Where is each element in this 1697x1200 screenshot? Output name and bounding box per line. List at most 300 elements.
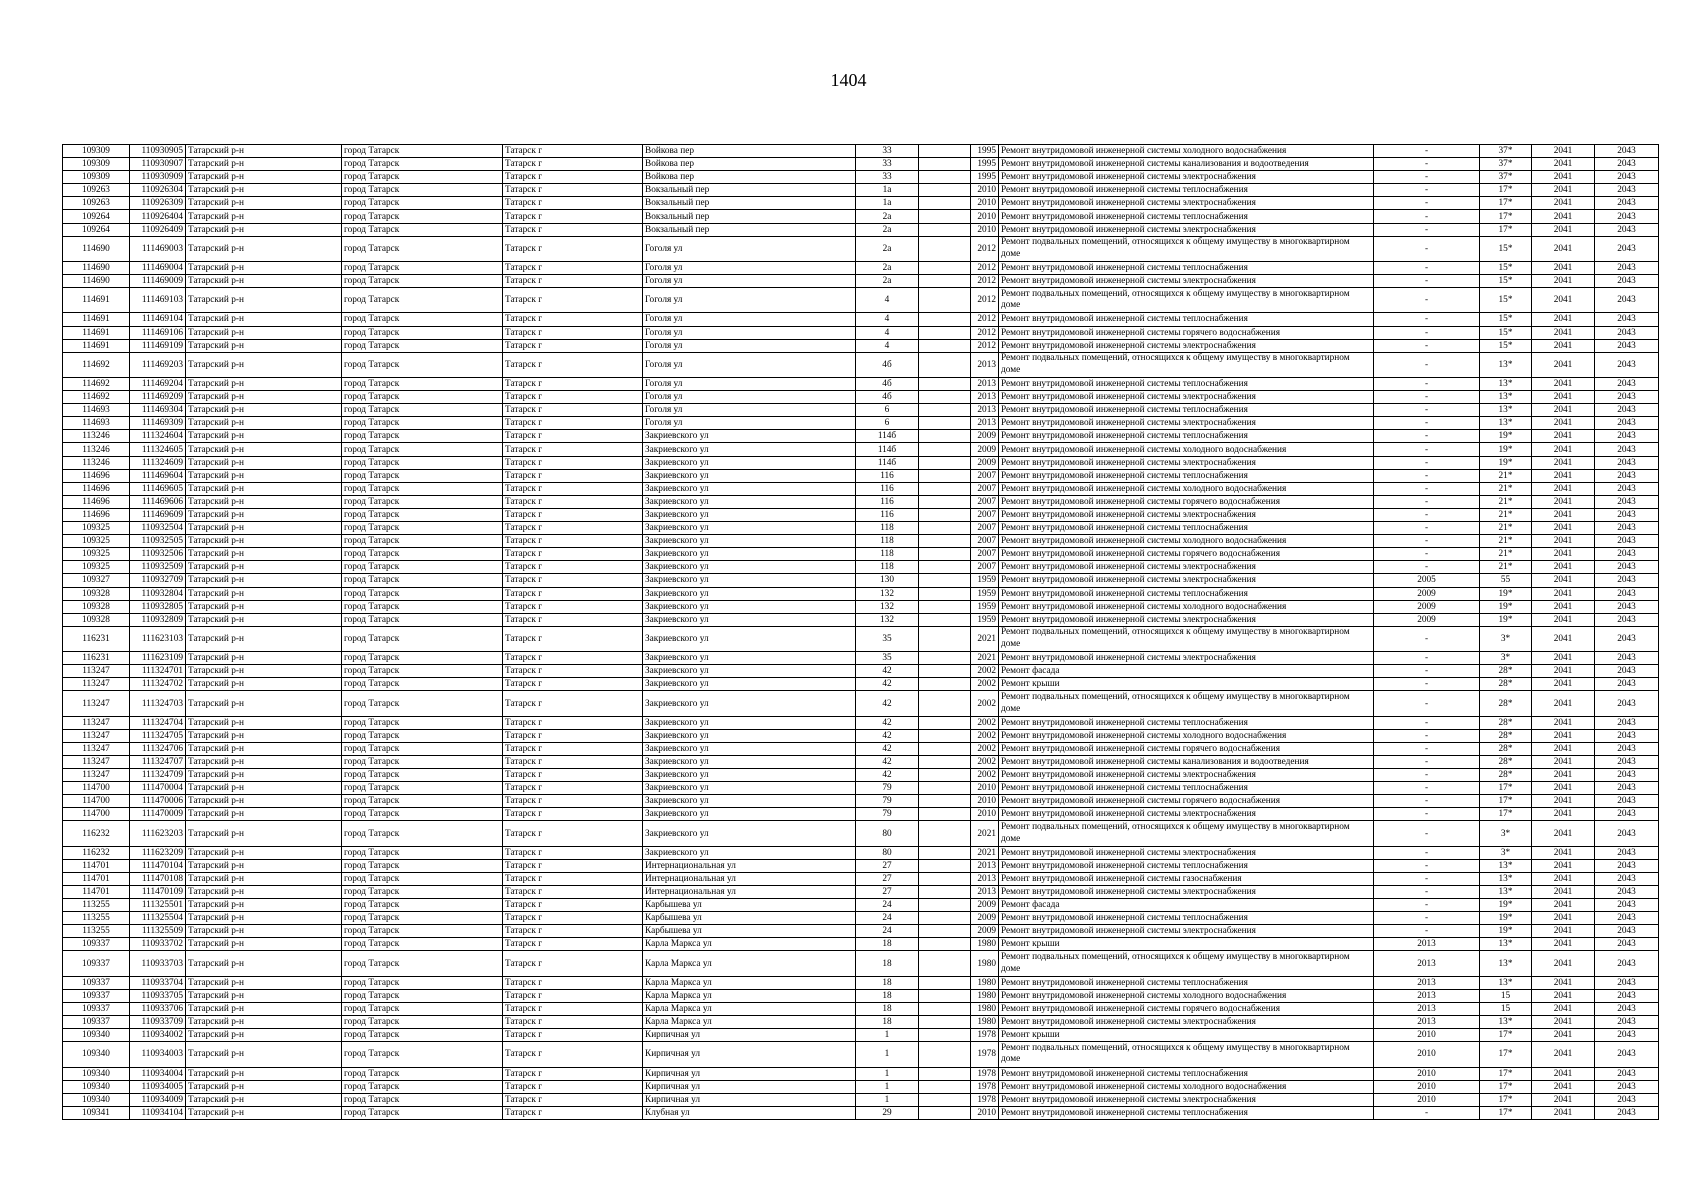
house-number-cell: 27 xyxy=(856,859,919,872)
house-id-cell: 109327 xyxy=(63,574,130,587)
street-cell: Закриевского ул xyxy=(643,430,856,443)
street-cell: Закриевского ул xyxy=(643,808,856,821)
year-built-cell: 2007 xyxy=(971,548,999,561)
table-row xyxy=(63,456,1659,469)
district-cell: Татарский р-н xyxy=(186,808,342,821)
last-repair-year-cell: 2013 xyxy=(1374,989,1480,1002)
locality-cell: Татарск г xyxy=(503,275,643,288)
year-built-cell: 2013 xyxy=(971,404,999,417)
work-type-cell: Ремонт внутридомовой инженерной системы электроснабжения xyxy=(999,574,1374,587)
house-number-cell: 18 xyxy=(856,976,919,989)
plan-end-year-cell: 2043 xyxy=(1595,404,1659,417)
table-row xyxy=(63,846,1659,859)
last-repair-year-cell: - xyxy=(1374,678,1480,691)
plan-start-year-cell: 2041 xyxy=(1532,313,1595,326)
year-built-cell: 1978 xyxy=(971,1029,999,1042)
plan-start-year-cell: 2041 xyxy=(1532,1080,1595,1093)
municipality-cell: город Татарск xyxy=(342,535,503,548)
house-id-cell: 109325 xyxy=(63,535,130,548)
table-row xyxy=(63,938,1659,951)
building-cell xyxy=(919,652,971,665)
wear-percent-cell: 19* xyxy=(1480,613,1532,626)
year-built-cell: 1978 xyxy=(971,1067,999,1080)
plan-start-year-cell: 2041 xyxy=(1532,171,1595,184)
wear-percent-cell: 13* xyxy=(1480,976,1532,989)
year-built-cell: 1980 xyxy=(971,938,999,951)
last-repair-year-cell: - xyxy=(1374,495,1480,508)
year-built-cell: 2021 xyxy=(971,821,999,846)
district-cell: Татарский р-н xyxy=(186,678,342,691)
building-cell xyxy=(919,821,971,846)
building-cell xyxy=(919,729,971,742)
plan-end-year-cell: 2043 xyxy=(1595,938,1659,951)
locality-cell: Татарск г xyxy=(503,886,643,899)
municipality-cell: город Татарск xyxy=(342,665,503,678)
year-built-cell: 2002 xyxy=(971,769,999,782)
plan-start-year-cell: 2041 xyxy=(1532,145,1595,158)
plan-start-year-cell: 2041 xyxy=(1532,288,1595,313)
year-built-cell: 2010 xyxy=(971,1106,999,1119)
table-row xyxy=(63,1093,1659,1106)
municipality-cell: город Татарск xyxy=(342,313,503,326)
wear-percent-cell: 21* xyxy=(1480,548,1532,561)
last-repair-year-cell: - xyxy=(1374,899,1480,912)
plan-end-year-cell: 2043 xyxy=(1595,989,1659,1002)
plan-end-year-cell: 2043 xyxy=(1595,769,1659,782)
building-cell xyxy=(919,1093,971,1106)
last-repair-year-cell: - xyxy=(1374,326,1480,339)
plan-end-year-cell: 2043 xyxy=(1595,223,1659,236)
year-built-cell: 2002 xyxy=(971,729,999,742)
building-cell xyxy=(919,899,971,912)
house-id-cell: 109340 xyxy=(63,1093,130,1106)
plan-end-year-cell: 2043 xyxy=(1595,951,1659,976)
wear-percent-cell: 13* xyxy=(1480,951,1532,976)
locality-cell: Татарск г xyxy=(503,326,643,339)
municipality-cell: город Татарск xyxy=(342,223,503,236)
plan-start-year-cell: 2041 xyxy=(1532,443,1595,456)
plan-start-year-cell: 2041 xyxy=(1532,535,1595,548)
district-cell: Татарский р-н xyxy=(186,469,342,482)
locality-cell: Татарск г xyxy=(503,976,643,989)
plan-start-year-cell: 2041 xyxy=(1532,210,1595,223)
plan-start-year-cell: 2041 xyxy=(1532,976,1595,989)
work-id-cell: 110932805 xyxy=(130,600,186,613)
locality-cell: Татарск г xyxy=(503,808,643,821)
house-id-cell: 109328 xyxy=(63,587,130,600)
district-cell: Татарский р-н xyxy=(186,951,342,976)
work-id-cell: 111325504 xyxy=(130,912,186,925)
year-built-cell: 2013 xyxy=(971,378,999,391)
last-repair-year-cell: - xyxy=(1374,808,1480,821)
building-cell xyxy=(919,275,971,288)
plan-end-year-cell: 2043 xyxy=(1595,808,1659,821)
work-id-cell: 110932504 xyxy=(130,522,186,535)
district-cell: Татарский р-н xyxy=(186,782,342,795)
work-type-cell: Ремонт внутридомовой инженерной системы теплоснабжения xyxy=(999,184,1374,197)
work-type-cell: Ремонт внутридомовой инженерной системы электроснабжения xyxy=(999,886,1374,899)
municipality-cell: город Татарск xyxy=(342,587,503,600)
district-cell: Татарский р-н xyxy=(186,275,342,288)
municipality-cell: город Татарск xyxy=(342,613,503,626)
plan-end-year-cell: 2043 xyxy=(1595,391,1659,404)
municipality-cell: город Татарск xyxy=(342,158,503,171)
last-repair-year-cell: - xyxy=(1374,561,1480,574)
plan-start-year-cell: 2041 xyxy=(1532,430,1595,443)
plan-end-year-cell: 2043 xyxy=(1595,755,1659,768)
plan-start-year-cell: 2041 xyxy=(1532,495,1595,508)
wear-percent-cell: 15* xyxy=(1480,313,1532,326)
house-number-cell: 33 xyxy=(856,171,919,184)
house-id-cell: 113247 xyxy=(63,691,130,716)
last-repair-year-cell: - xyxy=(1374,652,1480,665)
plan-start-year-cell: 2041 xyxy=(1532,626,1595,651)
street-cell: Кирпичная ул xyxy=(643,1080,856,1093)
plan-start-year-cell: 2041 xyxy=(1532,678,1595,691)
work-type-cell: Ремонт внутридомовой инженерной системы холодного водоснабжения xyxy=(999,443,1374,456)
table-row xyxy=(63,1106,1659,1119)
work-id-cell: 110932506 xyxy=(130,548,186,561)
municipality-cell: город Татарск xyxy=(342,846,503,859)
district-cell: Татарский р-н xyxy=(186,1016,342,1029)
plan-end-year-cell: 2043 xyxy=(1595,782,1659,795)
wear-percent-cell: 13* xyxy=(1480,886,1532,899)
house-id-cell: 113246 xyxy=(63,430,130,443)
district-cell: Татарский р-н xyxy=(186,600,342,613)
year-built-cell: 1995 xyxy=(971,171,999,184)
table-row xyxy=(63,326,1659,339)
wear-percent-cell: 19* xyxy=(1480,587,1532,600)
work-id-cell: 111469003 xyxy=(130,236,186,261)
year-built-cell: 2007 xyxy=(971,495,999,508)
plan-start-year-cell: 2041 xyxy=(1532,1106,1595,1119)
district-cell: Татарский р-н xyxy=(186,197,342,210)
plan-end-year-cell: 2043 xyxy=(1595,652,1659,665)
locality-cell: Татарск г xyxy=(503,288,643,313)
plan-end-year-cell: 2043 xyxy=(1595,912,1659,925)
wear-percent-cell: 17* xyxy=(1480,1080,1532,1093)
year-built-cell: 2002 xyxy=(971,716,999,729)
plan-end-year-cell: 2043 xyxy=(1595,1080,1659,1093)
plan-end-year-cell: 2043 xyxy=(1595,574,1659,587)
building-cell xyxy=(919,938,971,951)
building-cell xyxy=(919,236,971,261)
work-id-cell: 111324709 xyxy=(130,769,186,782)
street-cell: Закриевского ул xyxy=(643,678,856,691)
locality-cell: Татарск г xyxy=(503,535,643,548)
municipality-cell: город Татарск xyxy=(342,561,503,574)
work-id-cell: 111469609 xyxy=(130,508,186,521)
district-cell: Татарский р-н xyxy=(186,899,342,912)
building-cell xyxy=(919,443,971,456)
street-cell: Закриевского ул xyxy=(643,495,856,508)
wear-percent-cell: 3* xyxy=(1480,626,1532,651)
house-id-cell: 109328 xyxy=(63,613,130,626)
last-repair-year-cell: - xyxy=(1374,729,1480,742)
street-cell: Карла Маркса ул xyxy=(643,951,856,976)
house-id-cell: 113247 xyxy=(63,716,130,729)
plan-start-year-cell: 2041 xyxy=(1532,184,1595,197)
year-built-cell: 2021 xyxy=(971,626,999,651)
year-built-cell: 2012 xyxy=(971,288,999,313)
work-type-cell: Ремонт внутридомовой инженерной системы теплоснабжения xyxy=(999,587,1374,600)
plan-start-year-cell: 2041 xyxy=(1532,989,1595,1002)
last-repair-year-cell: - xyxy=(1374,742,1480,755)
year-built-cell: 2009 xyxy=(971,430,999,443)
house-number-cell: 2а xyxy=(856,236,919,261)
municipality-cell: город Татарск xyxy=(342,742,503,755)
house-id-cell: 116232 xyxy=(63,821,130,846)
district-cell: Татарский р-н xyxy=(186,755,342,768)
table-row xyxy=(63,976,1659,989)
table-row xyxy=(63,755,1659,768)
table-row xyxy=(63,236,1659,261)
plan-start-year-cell: 2041 xyxy=(1532,417,1595,430)
house-id-cell: 109337 xyxy=(63,989,130,1002)
year-built-cell: 2012 xyxy=(971,326,999,339)
last-repair-year-cell: - xyxy=(1374,535,1480,548)
plan-start-year-cell: 2041 xyxy=(1532,755,1595,768)
table-row xyxy=(63,1016,1659,1029)
work-id-cell: 111470004 xyxy=(130,782,186,795)
locality-cell: Татарск г xyxy=(503,899,643,912)
plan-end-year-cell: 2043 xyxy=(1595,482,1659,495)
wear-percent-cell: 17* xyxy=(1480,210,1532,223)
district-cell: Татарский р-н xyxy=(186,482,342,495)
building-cell xyxy=(919,456,971,469)
district-cell: Татарский р-н xyxy=(186,938,342,951)
work-id-cell: 110933709 xyxy=(130,1016,186,1029)
building-cell xyxy=(919,1016,971,1029)
year-built-cell: 2002 xyxy=(971,691,999,716)
work-id-cell: 110933706 xyxy=(130,1002,186,1015)
building-cell xyxy=(919,574,971,587)
plan-end-year-cell: 2043 xyxy=(1595,197,1659,210)
plan-end-year-cell: 2043 xyxy=(1595,210,1659,223)
house-number-cell: 4 xyxy=(856,326,919,339)
plan-end-year-cell: 2043 xyxy=(1595,456,1659,469)
work-type-cell: Ремонт внутридомовой инженерной системы теплоснабжения xyxy=(999,1067,1374,1080)
work-id-cell: 111470006 xyxy=(130,795,186,808)
municipality-cell: город Татарск xyxy=(342,378,503,391)
table-row xyxy=(63,742,1659,755)
house-id-cell: 114696 xyxy=(63,495,130,508)
house-number-cell: 33 xyxy=(856,145,919,158)
house-number-cell: 1 xyxy=(856,1042,919,1067)
locality-cell: Татарск г xyxy=(503,912,643,925)
table-row xyxy=(63,275,1659,288)
house-id-cell: 109263 xyxy=(63,197,130,210)
house-number-cell: 118 xyxy=(856,535,919,548)
district-cell: Татарский р-н xyxy=(186,859,342,872)
wear-percent-cell: 21* xyxy=(1480,561,1532,574)
locality-cell: Татарск г xyxy=(503,613,643,626)
municipality-cell: город Татарск xyxy=(342,769,503,782)
district-cell: Татарский р-н xyxy=(186,404,342,417)
wear-percent-cell: 13* xyxy=(1480,352,1532,377)
work-id-cell: 111469203 xyxy=(130,352,186,377)
house-number-cell: 1а xyxy=(856,184,919,197)
work-id-cell: 110932505 xyxy=(130,535,186,548)
work-id-cell: 111469209 xyxy=(130,391,186,404)
year-built-cell: 1959 xyxy=(971,574,999,587)
building-cell xyxy=(919,535,971,548)
street-cell: Гоголя ул xyxy=(643,313,856,326)
plan-end-year-cell: 2043 xyxy=(1595,145,1659,158)
last-repair-year-cell: 2010 xyxy=(1374,1080,1480,1093)
locality-cell: Татарск г xyxy=(503,443,643,456)
house-number-cell: 116 xyxy=(856,482,919,495)
wear-percent-cell: 21* xyxy=(1480,535,1532,548)
plan-end-year-cell: 2043 xyxy=(1595,846,1659,859)
work-id-cell: 111324605 xyxy=(130,443,186,456)
year-built-cell: 2007 xyxy=(971,522,999,535)
table-row xyxy=(63,1042,1659,1067)
table-row xyxy=(63,261,1659,274)
street-cell: Закриевского ул xyxy=(643,469,856,482)
plan-start-year-cell: 2041 xyxy=(1532,1016,1595,1029)
work-type-cell: Ремонт внутридомовой инженерной системы теплоснабжения xyxy=(999,404,1374,417)
work-id-cell: 110932804 xyxy=(130,587,186,600)
street-cell: Кирпичная ул xyxy=(643,1067,856,1080)
work-id-cell: 110932809 xyxy=(130,613,186,626)
building-cell xyxy=(919,171,971,184)
house-number-cell: 2а xyxy=(856,275,919,288)
district-cell: Татарский р-н xyxy=(186,1093,342,1106)
table-row xyxy=(63,1080,1659,1093)
year-built-cell: 2012 xyxy=(971,275,999,288)
locality-cell: Татарск г xyxy=(503,378,643,391)
plan-start-year-cell: 2041 xyxy=(1532,691,1595,716)
house-id-cell: 113246 xyxy=(63,456,130,469)
work-type-cell: Ремонт внутридомовой инженерной системы газоснабжения xyxy=(999,872,1374,885)
plan-start-year-cell: 2041 xyxy=(1532,482,1595,495)
work-id-cell: 111469103 xyxy=(130,288,186,313)
street-cell: Гоголя ул xyxy=(643,261,856,274)
last-repair-year-cell: - xyxy=(1374,846,1480,859)
plan-end-year-cell: 2043 xyxy=(1595,886,1659,899)
wear-percent-cell: 3* xyxy=(1480,652,1532,665)
work-type-cell: Ремонт фасада xyxy=(999,899,1374,912)
district-cell: Татарский р-н xyxy=(186,145,342,158)
wear-percent-cell: 55 xyxy=(1480,574,1532,587)
plan-end-year-cell: 2043 xyxy=(1595,275,1659,288)
locality-cell: Татарск г xyxy=(503,430,643,443)
table-row xyxy=(63,223,1659,236)
wear-percent-cell: 19* xyxy=(1480,925,1532,938)
table-row xyxy=(63,729,1659,742)
district-cell: Татарский р-н xyxy=(186,1042,342,1067)
municipality-cell: город Татарск xyxy=(342,976,503,989)
work-type-cell: Ремонт внутридомовой инженерной системы холодного водоснабжения xyxy=(999,145,1374,158)
street-cell: Карбышева ул xyxy=(643,925,856,938)
house-id-cell: 113247 xyxy=(63,769,130,782)
house-id-cell: 109340 xyxy=(63,1067,130,1080)
district-cell: Татарский р-н xyxy=(186,1080,342,1093)
last-repair-year-cell: - xyxy=(1374,184,1480,197)
house-number-cell: 118 xyxy=(856,522,919,535)
work-id-cell: 110926309 xyxy=(130,197,186,210)
last-repair-year-cell: - xyxy=(1374,275,1480,288)
locality-cell: Татарск г xyxy=(503,678,643,691)
street-cell: Закриевского ул xyxy=(643,482,856,495)
work-type-cell: Ремонт внутридомовой инженерной системы электроснабжения xyxy=(999,171,1374,184)
street-cell: Закриевского ул xyxy=(643,548,856,561)
work-type-cell: Ремонт внутридомовой инженерной системы электроснабжения xyxy=(999,613,1374,626)
locality-cell: Татарск г xyxy=(503,795,643,808)
work-id-cell: 111325509 xyxy=(130,925,186,938)
work-type-cell: Ремонт внутридомовой инженерной системы электроснабжения xyxy=(999,223,1374,236)
year-built-cell: 2012 xyxy=(971,339,999,352)
municipality-cell: город Татарск xyxy=(342,469,503,482)
district-cell: Татарский р-н xyxy=(186,846,342,859)
work-type-cell: Ремонт внутридомовой инженерной системы электроснабжения xyxy=(999,1093,1374,1106)
street-cell: Закриевского ул xyxy=(643,613,856,626)
year-built-cell: 1995 xyxy=(971,145,999,158)
district-cell: Татарский р-н xyxy=(186,574,342,587)
plan-start-year-cell: 2041 xyxy=(1532,1002,1595,1015)
plan-end-year-cell: 2043 xyxy=(1595,859,1659,872)
work-type-cell: Ремонт фасада xyxy=(999,665,1374,678)
district-cell: Татарский р-н xyxy=(186,729,342,742)
plan-end-year-cell: 2043 xyxy=(1595,339,1659,352)
work-type-cell: Ремонт подвальных помещений, относящихся к общему имуществу в многоквартирном доме xyxy=(999,626,1374,651)
plan-start-year-cell: 2041 xyxy=(1532,742,1595,755)
last-repair-year-cell: - xyxy=(1374,1106,1480,1119)
table-row xyxy=(63,886,1659,899)
table-row xyxy=(63,613,1659,626)
house-id-cell: 114692 xyxy=(63,378,130,391)
plan-start-year-cell: 2041 xyxy=(1532,261,1595,274)
municipality-cell: город Татарск xyxy=(342,339,503,352)
street-cell: Войкова пер xyxy=(643,158,856,171)
table-row xyxy=(63,587,1659,600)
municipality-cell: город Татарск xyxy=(342,652,503,665)
work-id-cell: 111470108 xyxy=(130,872,186,885)
house-id-cell: 113255 xyxy=(63,912,130,925)
plan-start-year-cell: 2041 xyxy=(1532,613,1595,626)
house-number-cell: 79 xyxy=(856,808,919,821)
street-cell: Интернациональная ул xyxy=(643,859,856,872)
building-cell xyxy=(919,352,971,377)
municipality-cell: город Татарск xyxy=(342,755,503,768)
table-row xyxy=(63,626,1659,651)
work-id-cell: 111469604 xyxy=(130,469,186,482)
work-id-cell: 111324706 xyxy=(130,742,186,755)
table-row xyxy=(63,535,1659,548)
wear-percent-cell: 37* xyxy=(1480,158,1532,171)
house-id-cell: 116231 xyxy=(63,626,130,651)
work-id-cell: 110926304 xyxy=(130,184,186,197)
last-repair-year-cell: - xyxy=(1374,469,1480,482)
plan-end-year-cell: 2043 xyxy=(1595,535,1659,548)
locality-cell: Татарск г xyxy=(503,548,643,561)
work-id-cell: 111469104 xyxy=(130,313,186,326)
work-type-cell: Ремонт внутридомовой инженерной системы электроснабжения xyxy=(999,275,1374,288)
building-cell xyxy=(919,495,971,508)
street-cell: Карла Маркса ул xyxy=(643,976,856,989)
last-repair-year-cell: 2005 xyxy=(1374,574,1480,587)
year-built-cell: 2012 xyxy=(971,261,999,274)
building-cell xyxy=(919,626,971,651)
work-id-cell: 111623203 xyxy=(130,821,186,846)
last-repair-year-cell: - xyxy=(1374,443,1480,456)
house-id-cell: 114692 xyxy=(63,352,130,377)
district-cell: Татарский р-н xyxy=(186,535,342,548)
plan-end-year-cell: 2043 xyxy=(1595,665,1659,678)
last-repair-year-cell: - xyxy=(1374,795,1480,808)
plan-start-year-cell: 2041 xyxy=(1532,378,1595,391)
